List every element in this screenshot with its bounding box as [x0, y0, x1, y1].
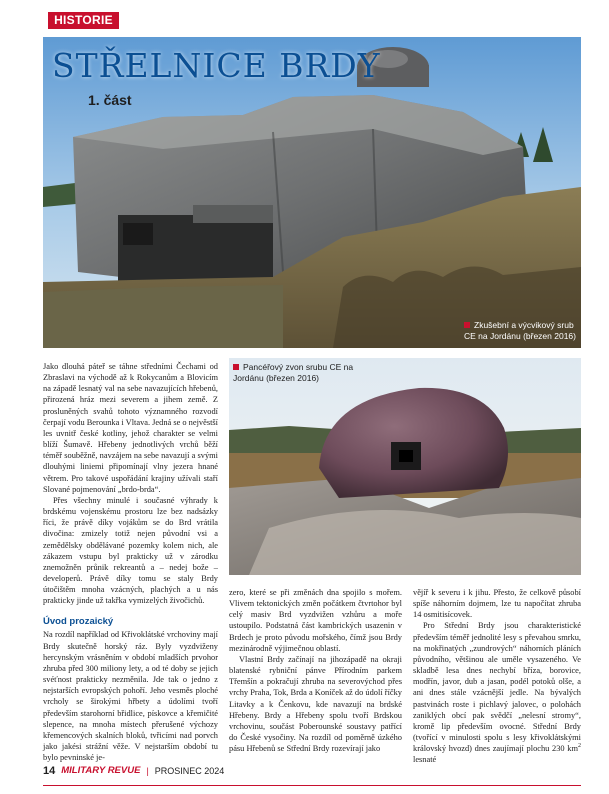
paragraph: vějíř k severu i k jihu. Přesto, že celkově působí spíše náhorním dojmem, lze tu napočítat zhruba 14 osmitisícovek. — [413, 588, 581, 620]
footer-rule — [43, 785, 581, 786]
turret-photo — [229, 358, 581, 575]
section-tag: HISTORIE — [48, 12, 119, 29]
paragraph: Jako dlouhá páteř se táhne středními Čechami od Zbraslavi na východě až k Rokycanům a Blovicím na západě lesnatý val na sebe navazujících hřebenů, přirozená hráz mezi severem a jihem země. Z prosluněných svahů tohoto významného rozvodí čerpají vodu Berounka i Vltava. Jedná se o nejvěstší les uvnitř české kotliny, jehož charakter se velmi blíží Šumavě. Hřebeny jednotlivých vrchů běží téměř souběžně, navzájem na sebe navazují a svými dlouhými liniemi připomínají vlny jezera hnané větrem. Pro takové uspořádání krajiny užívali staří Slované pojmenování „brdo-brda“. — [43, 362, 218, 494]
paragraph: Přes všechny minulé i současné výhrady k brdskému vojenskému prostoru lze bez nadsázky říci, že právě díky vojákům se do Brd vrátila divočina: zmizely totiž nejen původní vsi a zemědělsky obdělávané pozemky kolem nich, ale zákazem vstupu byl prakticky už v zárodku znemožněn průnik rekreantů a – nedej bože – developerů. Právě díky tomu se staly Brdy útočištěm mnoha vzácných, plachých a u nás prakticky jinde už takřka vymizelých živočichů. — [43, 495, 218, 606]
hero-caption — [464, 320, 576, 342]
page-number: 14 — [43, 765, 56, 777]
caption-marker-icon — [233, 364, 239, 370]
section-heading: Úvod prozaický — [43, 616, 114, 628]
paragraph-text: Pro Střední Brdy jsou charakteristické především téměř jednolité lesy s převahou smrku, na mokřinatých „zundrových“ náhorních pláních původního, většinou ale uměle vysazeného. Ve skladbě lesa dnes nechybí bříza, borovice, modřín, javor, dub a jasan, podél potoků olše, a ani dnes stále vzácnější jedle. Na bývalých pastvinách roste i pichlavý jalovec, o polohách zaniklých obcí pak svědčí „nelesní stromy“, kromě lip především ovocné. Střední Brdy (tvořící v minulosti spolu s lesy křivoklátskými královský hvozd) dnes zaujímají plochu 230 km — [413, 621, 581, 754]
footer-separator: | — [146, 766, 149, 776]
paragraph-tail: lesnaté — [413, 755, 437, 765]
paragraph: zero, které se při změnách dna spojilo s mořem. Vlivem tektonických změn počátkem čtvrtohor byl celý masiv Brd vyzdvižen vzhůru a moře ustoupilo. Podstatná část kambrických usazenin v Brdech je proto původu mořského, čímž jsou Brdy mezinárodně výjimečnou oblastí. — [229, 588, 402, 653]
paragraph — [413, 620, 581, 765]
paragraph: Na rozdíl například od Křivoklátské vrchoviny mají Brdy skutečně horský ráz. Byly vyzdviženy hercynským vrásněním v období mladších prvohor zhruba před 300 miliony lety, a od té doby se jejich svéťnost prakticky nezměnila. Jde tak o jedno z nejstarších evropských pohoří. Jeho vesměs ploché vrcholy se širokými hřbety a údolími tvoří především starohorní břidlice, pískovce a křemičité slepence, na mnoha místech přerušené výchozy křemencových skalních bloků, tvřicími nad porvch jako jakési strážní věže. V nejstarším období tu bylo pevninské je- — [43, 630, 218, 763]
superscript: 2 — [578, 743, 581, 750]
paragraph: Vlastní Brdy začínají na jihozápadě na okraji blatenské rybniční pánve Přírodním parkem Třemšín a pokračují zhruba na severovýchod přes vrchy Praha, Tok, Brda a Koníček až do údolí říčky Litavky a k Čenkovu, kde navazují na brdské Hřebeny. Brdy a Hřebeny spolu tvoří Brdskou vrchovinu, součást Poberounské soustavy patřící do České vysočiny. Na rozdíl od poměrně úzkého pásu Hřebenů se Střední Brdy rozevírají jako — [229, 654, 402, 754]
turret-photo-illustration — [229, 358, 581, 575]
article-title: STŘELNICE BRDY — [52, 46, 381, 85]
turret-caption-text: Pancéřový zvon srubu CE na Jordánu (březen 2016) — [233, 362, 354, 383]
text-column-2 — [229, 587, 402, 754]
article-subtitle: 1. část — [88, 92, 132, 108]
text-column-3 — [413, 587, 581, 766]
magazine-name: MILITARY REVUE — [61, 765, 141, 776]
turret-caption — [233, 362, 363, 384]
issue-date: PROSINEC 2024 — [154, 766, 225, 776]
page-footer — [43, 764, 224, 778]
text-column-1 — [43, 361, 218, 763]
caption-marker-icon — [464, 322, 470, 328]
hero-caption-text: Zkušební a výcvikový srub CE na Jordánu (březen 2016) — [464, 320, 576, 341]
